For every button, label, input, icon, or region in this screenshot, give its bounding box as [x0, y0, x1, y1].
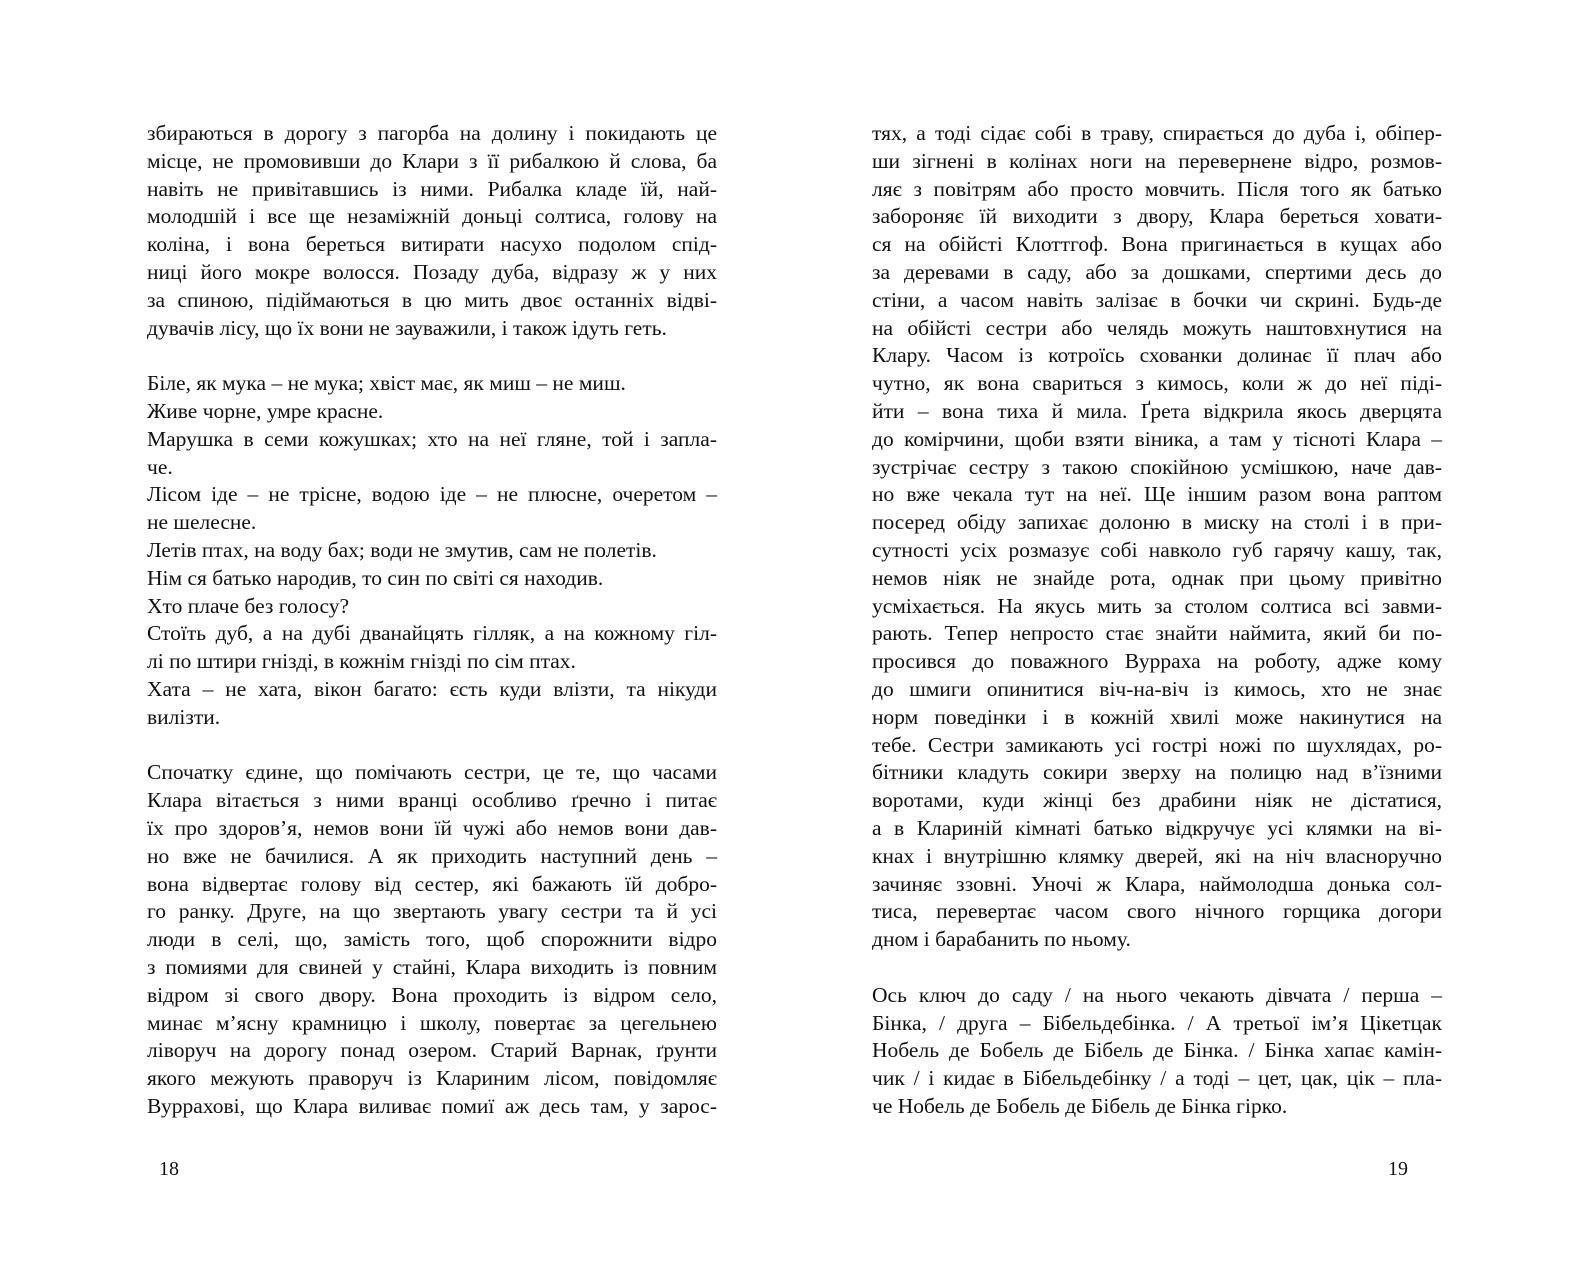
text-line: ляє з повітрям або просто мовчить. Після того як батько — [872, 176, 1442, 201]
text-line: вилізти. — [147, 704, 221, 729]
text-line: воротами, куди жінці без драбини ніяк не дістатися, — [872, 788, 1442, 813]
text-line: коліна, і вона береться витирати насухо подолом спід- — [147, 232, 717, 257]
text-line: Марушка в семи кожушках; хто на неї гляне, той і запла- — [147, 426, 717, 451]
right-page-text — [872, 120, 1442, 1121]
text-line: дувачів лісу, що їх вони не зауважили, і також ідуть геть. — [147, 315, 667, 340]
text-line: рають. Тепер непросто стає знайти наймита, який би по- — [872, 621, 1442, 646]
text-line: норм поведінки і в кожній хвилі може накинутися на — [872, 704, 1442, 729]
text-line: ши зігнені в колінах ноги на перевернене відро, розмов- — [872, 148, 1442, 173]
text-line: немов ніяк не знайде рота, однак при цьому привітно — [872, 565, 1442, 590]
text-line: Вурраховi, що Клара виливає помиї аж десь там, у зарос- — [147, 1093, 717, 1118]
text-line: відром зі свого двору. Вона проходить із відром село, — [147, 982, 717, 1007]
text-line: лі по штири гнізді, в кожнім гнізді по сім птах. — [147, 649, 576, 674]
text-line: на обійсті сестри або челядь можуть наштовхнутися на — [872, 315, 1442, 340]
text-line: Хата – не хата, вікон багато: єсть куди влізти, та нікуди — [147, 676, 717, 701]
text-line: навіть не привітавшись із ними. Рибалка кладе їй, най- — [147, 176, 717, 201]
text-line: молодшій і все ще незаміжній доньці солтиса, голову на — [147, 204, 717, 229]
text-line: забороняє їй виходити з двору, Клара береться ховати- — [872, 204, 1442, 229]
text-line: ліворуч на дорогу понад озером. Старий Варнак, ґрунти — [147, 1038, 717, 1063]
text-line: зачиняє ззовні. Уночі ж Клара, наймолодша донька сол- — [872, 871, 1442, 896]
text-line: Стоїть дуб, а на дубі дванайцять гілляк, а на кожному гіл- — [147, 621, 717, 646]
text-line: че Нобель де Бобель де Бібель де Бінка гірко. — [872, 1093, 1288, 1118]
text-line: посеред обіду запихає долоню в миску на столі і в при- — [872, 510, 1442, 535]
text-line: Клару. Часом із котроїсь схованки долинає її плач або — [872, 343, 1442, 368]
text-line: йти – вона тиха й мила. Ґрета відкрила якось дверцята — [872, 398, 1442, 423]
text-line: за деревами в саду, або за дошками, спертими десь до — [872, 259, 1442, 284]
right-page — [797, 0, 1594, 1287]
text-line: Бінка, / друга – Бібельдебінка. / А третьої ім’я Цікетцак — [872, 1010, 1442, 1035]
text-line: до шмиги опинитися віч-на-віч із кимось, хто не знає — [872, 676, 1442, 701]
text-line: кнах і внутрішню клямку дверей, які на ніч власноручно — [872, 843, 1442, 868]
text-line: сутності усіх розмазує собі навколо губ гарячу кашу, так, — [872, 537, 1442, 562]
text-line: Клара вітається з ними вранці особливо ґречно і питає — [147, 788, 717, 813]
text-line: Нім ся батько народив, то син по світі ся находив. — [147, 565, 604, 590]
text-line: зустрічає сестру з такою спокійною усмішкою, наче дав- — [872, 454, 1442, 479]
text-line: но вже не бачилися. А як приходить наступний день – — [147, 843, 717, 868]
text-line: чик / і кидає в Бібельдебінку / а тоді – цет, цак, цік – пла- — [872, 1066, 1442, 1091]
left-page-number: 18 — [159, 1158, 179, 1180]
text-line: Ось ключ до саду / на нього чекають дівчата / перша – — [872, 982, 1442, 1007]
text-line: че. — [147, 454, 173, 479]
text-line: місце, не промовивши до Клари з її рибалкою й слова, ба — [147, 148, 717, 173]
text-line: Хто плаче без голосу? — [147, 593, 350, 618]
text-line: но вже чекала тут на неї. Ще іншим разом вона раптом — [872, 482, 1442, 507]
text-line: просився до поважного Вурраха на роботу, адже кому — [872, 649, 1442, 674]
text-line: ся на обійсті Клоттгоф. Вона пригинається в кущах або — [872, 232, 1442, 257]
text-line: вона відвертає голову від сестер, які бажають їй добро- — [147, 871, 717, 896]
text-line: за спиною, підіймаються в цю мить двоє останніх відві- — [147, 287, 717, 312]
text-line: люди в селі, що, замість того, щоб спорожнити відро — [147, 927, 717, 952]
text-line: го ранку. Друге, на що звертають увагу сестри та й усі — [147, 899, 717, 924]
text-line: Спочатку єдине, що помічають сестри, це те, що часами — [147, 760, 717, 785]
blank-line — [147, 342, 717, 370]
text-line: а в Клариній кімнаті батько відкручує усі клямки на ві- — [872, 815, 1442, 840]
text-line: з помиями для свиней у стайні, Клара виходить із повним — [147, 954, 717, 979]
text-line: збираються в дорогу з пагорба на долину і покидають це — [147, 121, 717, 145]
text-line: ниці його мокре волосся. Позаду дуба, відразу ж у них — [147, 259, 717, 284]
right-page-number: 19 — [1388, 1158, 1408, 1180]
text-line: бітники кладуть сокири зверху на полицю над в’їзними — [872, 760, 1442, 785]
text-line: не шелесне. — [147, 510, 257, 535]
text-line: тиса, перевертає часом свого нічного горщика догори — [872, 899, 1442, 924]
text-line: тебе. Сестри замикають усі гострі ножі по шухлядах, ро- — [872, 732, 1442, 757]
blank-line — [872, 954, 1442, 982]
blank-line — [147, 732, 717, 760]
text-line: минає м’ясну крамницю і школу, повертає за цегельнею — [147, 1010, 717, 1035]
text-line: до комірчини, щоби взяти віника, а там у тісноті Клара – — [872, 426, 1442, 451]
text-line: Лісом іде – не трісне, водою іде – не плюсне, очеретом – — [147, 482, 717, 507]
text-line: їх про здоров’я, немов вони їй чужі або немов вони дав- — [147, 815, 717, 840]
text-line: тях, а тоді сідає собі в траву, спирається до дуба і, обіпер- — [872, 121, 1442, 145]
left-page-text — [147, 120, 717, 1121]
text-line: Біле, як мука – не мука; хвіст має, як миш – не миш. — [147, 371, 626, 396]
text-line: якого межують праворуч із Клариним лісом, повідомляє — [147, 1066, 717, 1091]
text-line: стіни, а часом навіть залізає в бочки чи скрині. Будь-де — [872, 287, 1442, 312]
text-line: Нобель де Бобель де Бібель де Бінка. / Бінка хапає камін- — [872, 1038, 1442, 1063]
text-line: чутно, як вона свариться з кимось, коли ж до неї піді- — [872, 371, 1442, 396]
text-line: дном і барабанить по ньому. — [872, 927, 1131, 952]
text-line: Летів птах, на воду бах; води не змутив, сам не полетів. — [147, 537, 657, 562]
text-line: Живе чорне, умре красне. — [147, 398, 384, 423]
text-line: усміхається. На якусь мить за столом солтиса всі завми- — [872, 593, 1442, 618]
